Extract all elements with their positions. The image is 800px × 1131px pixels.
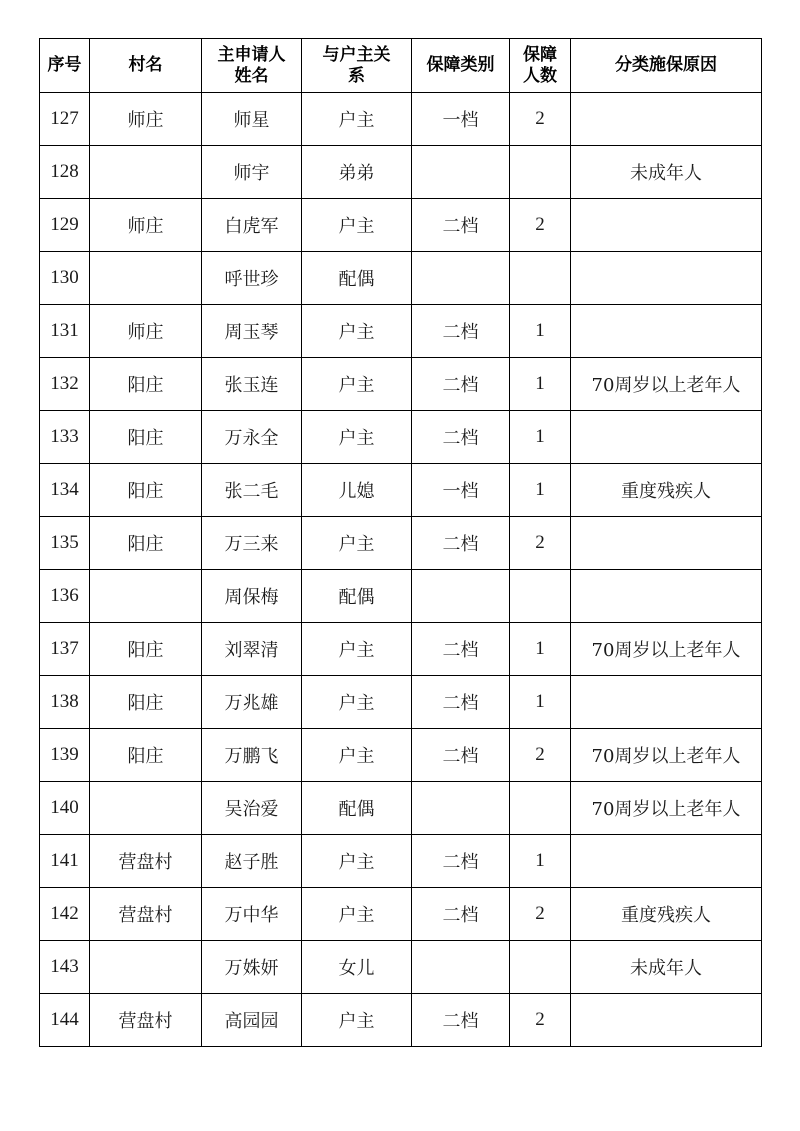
table-row <box>40 199 762 252</box>
cell-reason <box>571 93 762 146</box>
cell-category <box>412 782 510 835</box>
cell-category: 二档 <box>412 994 510 1047</box>
cell-relation: 户主 <box>302 729 412 782</box>
cell-count: 2 <box>510 994 571 1047</box>
cell-name: 万永全 <box>202 411 302 464</box>
cell-count <box>510 570 571 623</box>
cell-village: 阳庄 <box>90 676 202 729</box>
header-seq: 序号 <box>40 39 90 93</box>
cell-count <box>510 941 571 994</box>
cell-relation: 户主 <box>302 93 412 146</box>
cell-relation: 户主 <box>302 888 412 941</box>
cell-count <box>510 146 571 199</box>
cell-name: 呼世珍 <box>202 252 302 305</box>
header-applicant-name: 主申请人 姓名 <box>202 39 302 93</box>
cell-village: 阳庄 <box>90 464 202 517</box>
cell-seq: 142 <box>40 888 90 941</box>
beneficiary-table <box>39 38 762 1047</box>
cell-village <box>90 941 202 994</box>
cell-count: 2 <box>510 888 571 941</box>
cell-seq: 135 <box>40 517 90 570</box>
cell-relation: 配偶 <box>302 782 412 835</box>
cell-category: 二档 <box>412 199 510 252</box>
cell-village: 阳庄 <box>90 517 202 570</box>
cell-reason: 重度残疾人 <box>571 464 762 517</box>
cell-category: 二档 <box>412 411 510 464</box>
cell-village: 营盘村 <box>90 994 202 1047</box>
cell-relation: 女儿 <box>302 941 412 994</box>
cell-seq: 128 <box>40 146 90 199</box>
table-row <box>40 517 762 570</box>
cell-name: 刘翠清 <box>202 623 302 676</box>
cell-count: 1 <box>510 411 571 464</box>
cell-name: 白虎军 <box>202 199 302 252</box>
cell-village <box>90 252 202 305</box>
cell-relation: 户主 <box>302 517 412 570</box>
table-row <box>40 570 762 623</box>
table-row <box>40 941 762 994</box>
cell-relation: 户主 <box>302 199 412 252</box>
cell-relation: 户主 <box>302 305 412 358</box>
header-row <box>40 39 762 93</box>
cell-category: 二档 <box>412 358 510 411</box>
table-row <box>40 729 762 782</box>
cell-category: 二档 <box>412 835 510 888</box>
cell-seq: 144 <box>40 994 90 1047</box>
table-row <box>40 411 762 464</box>
cell-reason <box>571 199 762 252</box>
cell-seq: 130 <box>40 252 90 305</box>
cell-category: 二档 <box>412 888 510 941</box>
header-count: 保障 人数 <box>510 39 571 93</box>
cell-name: 周保梅 <box>202 570 302 623</box>
cell-seq: 129 <box>40 199 90 252</box>
cell-category <box>412 146 510 199</box>
cell-relation: 户主 <box>302 358 412 411</box>
cell-reason: 未成年人 <box>571 146 762 199</box>
cell-name: 万兆雄 <box>202 676 302 729</box>
header-village: 村名 <box>90 39 202 93</box>
cell-reason <box>571 570 762 623</box>
cell-seq: 132 <box>40 358 90 411</box>
cell-name: 高园园 <box>202 994 302 1047</box>
cell-name: 师宇 <box>202 146 302 199</box>
cell-category: 二档 <box>412 517 510 570</box>
cell-seq: 141 <box>40 835 90 888</box>
cell-reason: 70周岁以上老年人 <box>571 358 762 411</box>
cell-reason: 70周岁以上老年人 <box>571 729 762 782</box>
table-row <box>40 93 762 146</box>
cell-name: 万姝妍 <box>202 941 302 994</box>
cell-relation: 弟弟 <box>302 146 412 199</box>
cell-reason: 未成年人 <box>571 941 762 994</box>
cell-name: 张玉连 <box>202 358 302 411</box>
header-reason: 分类施保原因 <box>571 39 762 93</box>
cell-reason <box>571 676 762 729</box>
cell-count: 2 <box>510 93 571 146</box>
cell-village: 阳庄 <box>90 623 202 676</box>
cell-relation: 儿媳 <box>302 464 412 517</box>
cell-name: 师星 <box>202 93 302 146</box>
table-body <box>40 93 762 1047</box>
cell-relation: 户主 <box>302 994 412 1047</box>
table-row <box>40 835 762 888</box>
cell-count: 1 <box>510 358 571 411</box>
cell-seq: 131 <box>40 305 90 358</box>
cell-name: 张二毛 <box>202 464 302 517</box>
table-row <box>40 623 762 676</box>
cell-name: 万三来 <box>202 517 302 570</box>
cell-category: 一档 <box>412 464 510 517</box>
cell-count: 1 <box>510 623 571 676</box>
cell-seq: 136 <box>40 570 90 623</box>
cell-count: 1 <box>510 305 571 358</box>
cell-village: 阳庄 <box>90 411 202 464</box>
cell-village <box>90 570 202 623</box>
cell-category: 一档 <box>412 93 510 146</box>
cell-village: 阳庄 <box>90 729 202 782</box>
header-category: 保障类别 <box>412 39 510 93</box>
cell-village: 阳庄 <box>90 358 202 411</box>
cell-reason <box>571 835 762 888</box>
cell-seq: 137 <box>40 623 90 676</box>
cell-category <box>412 941 510 994</box>
cell-village: 师庄 <box>90 93 202 146</box>
cell-relation: 户主 <box>302 676 412 729</box>
cell-name: 周玉琴 <box>202 305 302 358</box>
table-row <box>40 252 762 305</box>
cell-village: 师庄 <box>90 305 202 358</box>
cell-count <box>510 252 571 305</box>
cell-village <box>90 146 202 199</box>
cell-seq: 138 <box>40 676 90 729</box>
cell-relation: 户主 <box>302 835 412 888</box>
cell-relation: 户主 <box>302 623 412 676</box>
cell-name: 赵子胜 <box>202 835 302 888</box>
header-relation: 与户主关 系 <box>302 39 412 93</box>
cell-seq: 133 <box>40 411 90 464</box>
cell-count: 1 <box>510 464 571 517</box>
cell-reason <box>571 252 762 305</box>
cell-category: 二档 <box>412 676 510 729</box>
cell-count <box>510 782 571 835</box>
cell-category <box>412 252 510 305</box>
cell-count: 1 <box>510 835 571 888</box>
cell-reason <box>571 517 762 570</box>
table-row <box>40 888 762 941</box>
cell-village: 营盘村 <box>90 888 202 941</box>
cell-category: 二档 <box>412 623 510 676</box>
cell-reason <box>571 994 762 1047</box>
cell-seq: 140 <box>40 782 90 835</box>
cell-name: 万鹏飞 <box>202 729 302 782</box>
cell-village <box>90 782 202 835</box>
cell-seq: 127 <box>40 93 90 146</box>
table-row <box>40 146 762 199</box>
cell-reason: 重度残疾人 <box>571 888 762 941</box>
cell-village: 营盘村 <box>90 835 202 888</box>
table-row <box>40 676 762 729</box>
cell-count: 2 <box>510 517 571 570</box>
table-row <box>40 305 762 358</box>
cell-count: 1 <box>510 676 571 729</box>
cell-count: 2 <box>510 199 571 252</box>
table-row <box>40 782 762 835</box>
cell-name: 吴治爱 <box>202 782 302 835</box>
cell-reason: 70周岁以上老年人 <box>571 623 762 676</box>
cell-village: 师庄 <box>90 199 202 252</box>
cell-seq: 134 <box>40 464 90 517</box>
cell-name: 万中华 <box>202 888 302 941</box>
cell-seq: 143 <box>40 941 90 994</box>
table-row <box>40 358 762 411</box>
cell-reason <box>571 411 762 464</box>
cell-category: 二档 <box>412 729 510 782</box>
cell-relation: 配偶 <box>302 252 412 305</box>
cell-relation: 配偶 <box>302 570 412 623</box>
cell-seq: 139 <box>40 729 90 782</box>
cell-category: 二档 <box>412 305 510 358</box>
cell-count: 2 <box>510 729 571 782</box>
cell-reason <box>571 305 762 358</box>
cell-reason: 70周岁以上老年人 <box>571 782 762 835</box>
table-row <box>40 994 762 1047</box>
cell-category <box>412 570 510 623</box>
cell-relation: 户主 <box>302 411 412 464</box>
table-row <box>40 464 762 517</box>
